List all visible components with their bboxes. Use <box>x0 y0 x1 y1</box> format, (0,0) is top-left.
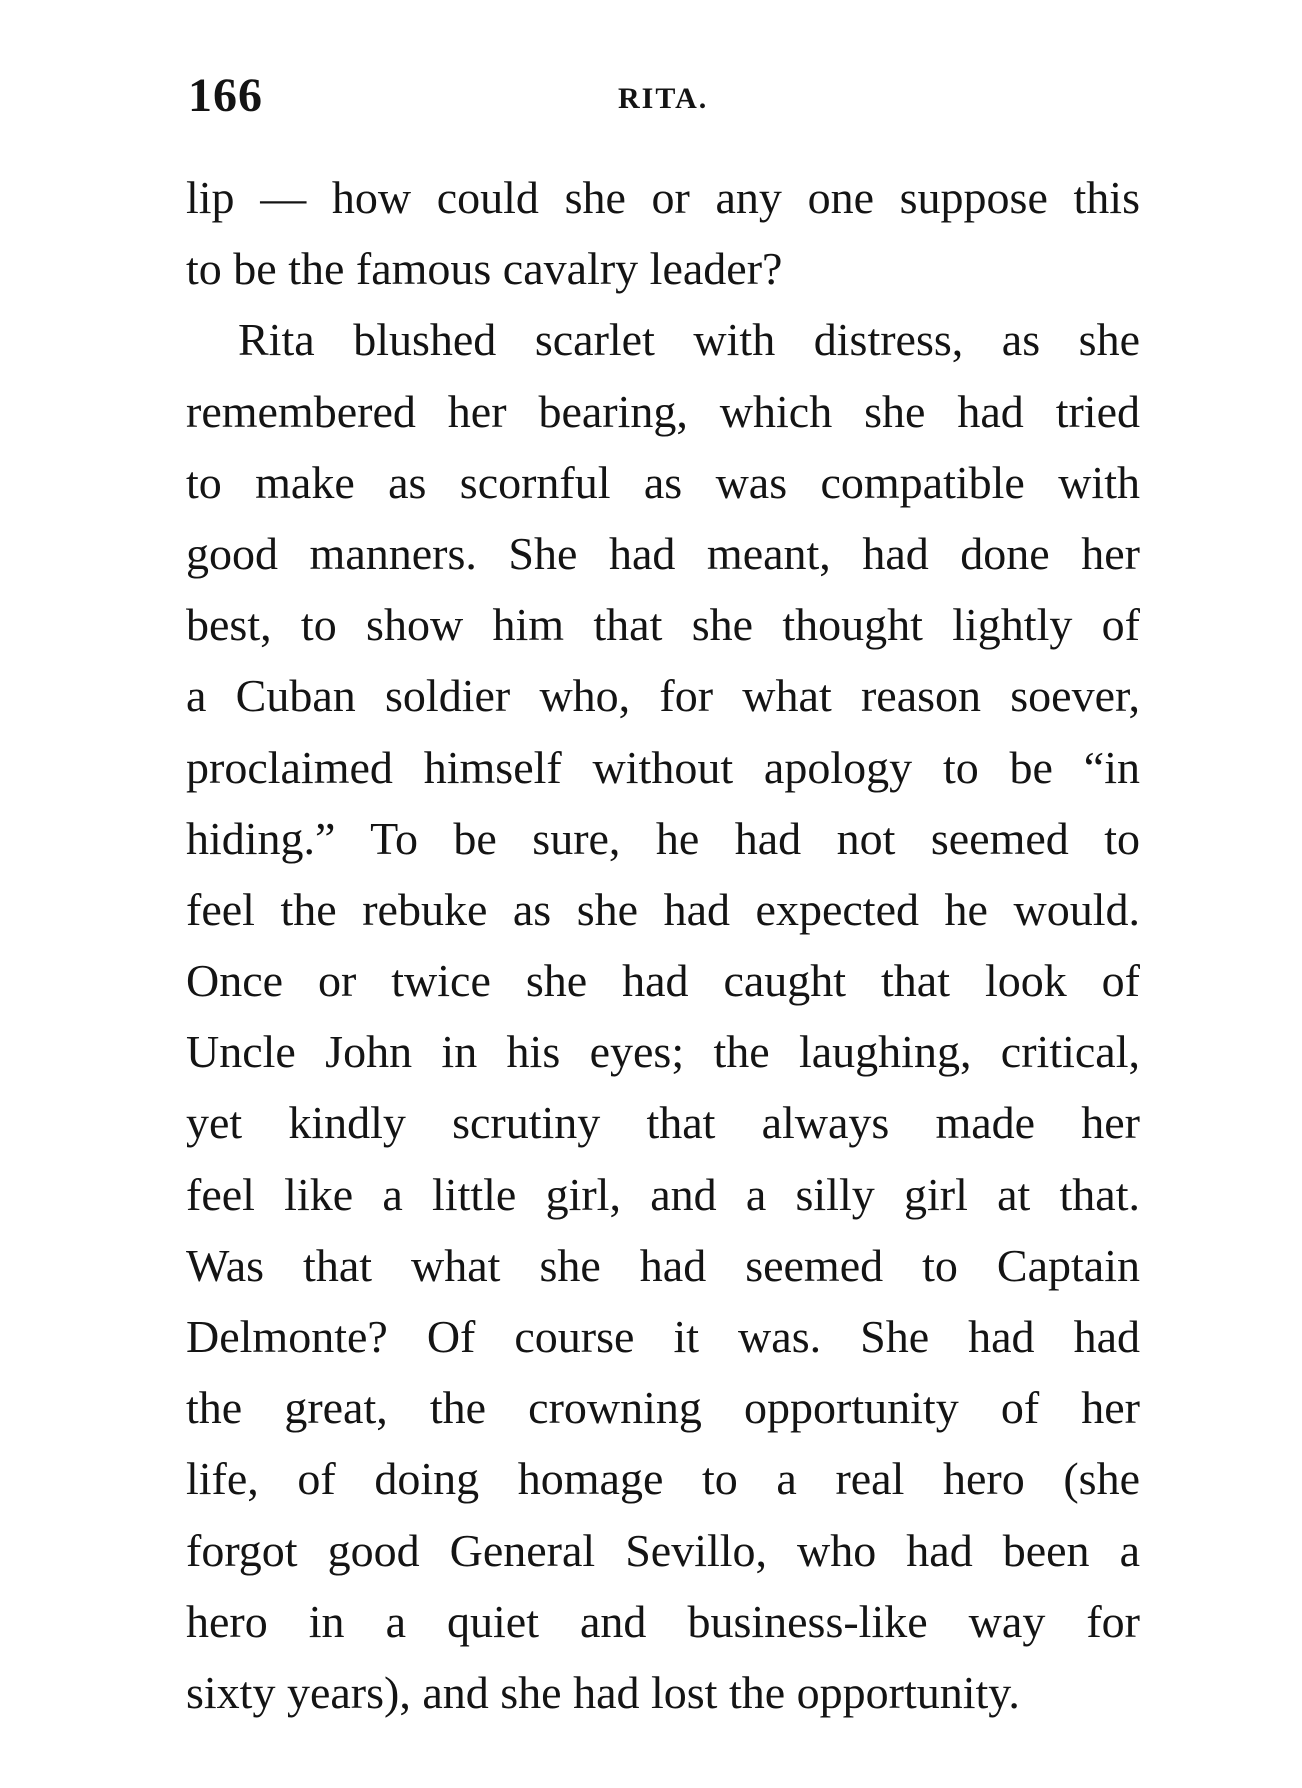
text-line: remembered her bearing, which she had tried <box>186 385 1140 437</box>
text-line: a Cuban soldier who, for what reason soever, <box>186 670 1140 722</box>
text-line: Was that what she had seemed to Captain <box>186 1239 1140 1291</box>
text-line: best, to show him that she thought lightly of <box>186 599 1140 651</box>
text-line: feel like a little girl, and a silly girl at that. <box>186 1168 1140 1220</box>
body-text <box>186 162 1140 1728</box>
text-line: life, of doing homage to a real hero (she <box>186 1453 1140 1505</box>
page-header <box>188 68 1138 138</box>
text-line: Delmonte? Of course it was. She had had <box>186 1311 1140 1362</box>
page-number: 166 <box>188 69 263 122</box>
text-line: to make as scornful as was compatible with <box>186 456 1140 508</box>
text-line: forgot good General Sevillo, who had been a <box>186 1524 1140 1576</box>
text-line: hero in a quiet and business-like way for <box>186 1595 1140 1647</box>
text-line: Uncle John in his eyes; the laughing, critical, <box>186 1026 1140 1078</box>
text-line: the great, the crowning opportunity of her <box>186 1382 1140 1434</box>
text-line: feel the rebuke as she had expected he would. <box>186 883 1140 935</box>
text-line: good manners. She had meant, had done her <box>186 527 1140 579</box>
text-line: Once or twice she had caught that look of <box>186 955 1140 1007</box>
text-line: proclaimed himself without apology to be “in <box>186 741 1140 793</box>
text-line: yet kindly scrutiny that always made her <box>186 1097 1140 1149</box>
text-line: to be the famous cavalry leader? <box>186 243 783 295</box>
text-line: Rita blushed scarlet with distress, as she <box>238 314 1140 366</box>
text-line: sixty years), and she had lost the opportunity. <box>186 1666 1020 1718</box>
text-line: lip — how could she or any one suppose this <box>186 172 1140 223</box>
running-head: RITA. <box>618 82 709 115</box>
text-line: hiding.” To be sure, he had not seemed to <box>186 812 1140 864</box>
